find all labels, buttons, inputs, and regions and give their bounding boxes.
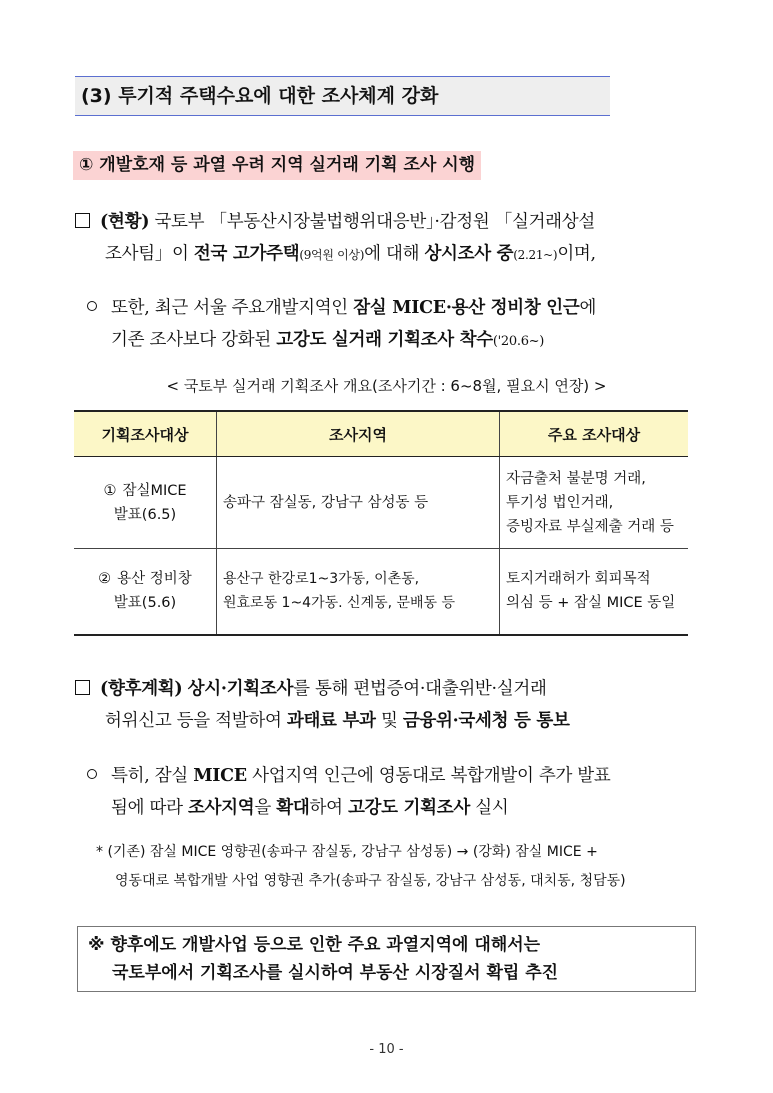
- text-span: 사업지역 인근에 영동대로 복합개발이 추가 발표: [252, 766, 611, 786]
- target-line: 잠실MICE: [122, 482, 187, 499]
- callout-line-2: 국토부에서 기획조사를 실시하여 부동산 시장질서 확립 추진: [112, 963, 559, 983]
- current-sub-line-2: [87, 324, 727, 358]
- text-span: 하여: [309, 798, 343, 818]
- region-line: 용산구 한강로1~3가동, 이촌동,: [223, 571, 420, 588]
- section-heading: (3) 투기적 주택수요에 대한 조사체계 강화: [75, 76, 610, 116]
- emphasis-span: 금융위·국세청 등 통보: [402, 711, 570, 731]
- bullet-circle-icon: [87, 769, 97, 779]
- text-span: 실시: [475, 798, 509, 818]
- region-line: 송파구 잠실동, 강남구 삼성동 등: [223, 494, 429, 511]
- plan-sub-paragraph: [87, 760, 727, 824]
- plan-line-2: [75, 705, 715, 737]
- text-span: 및: [380, 711, 398, 731]
- footnote-line-1: * (기존) 잠실 MICE 영향권(송파구 잠실동, 강남구 삼성동) → (강화) 잠실 MICE +: [96, 844, 598, 860]
- emphasis-span: 상시조사 중: [424, 244, 514, 264]
- table-header-row: [74, 411, 688, 457]
- callout-box: [77, 926, 696, 992]
- emphasis-span: 조사지역: [187, 798, 255, 818]
- current-status-line-1: [75, 206, 715, 238]
- emphasis-span: MICE: [193, 766, 247, 786]
- text-span: 에: [579, 298, 597, 318]
- emphasis-span: 잠실 MICE·용산 정비창 인근: [353, 298, 580, 318]
- row-number: ②: [98, 571, 112, 588]
- text-span: 이며,: [557, 244, 596, 264]
- plan-paragraph: [75, 673, 715, 737]
- target-line: 발표(5.6): [113, 595, 177, 612]
- emphasis-span: 전국 고가주택: [193, 244, 300, 264]
- text-span: 특히, 잠실: [111, 766, 188, 786]
- plan-sub-line-1: [87, 760, 727, 792]
- checkbox-square-icon: [75, 680, 90, 695]
- subsection-heading: ① 개발호재 등 과열 우려 지역 실거래 기획 조사 시행: [73, 151, 481, 180]
- current-status-paragraph: [75, 206, 715, 271]
- focus-line: 증빙자료 부실제출 거래 등: [506, 518, 674, 535]
- current-sub-line-1: [87, 292, 727, 324]
- footnote: [96, 838, 716, 896]
- header-region: 조사지역: [217, 411, 500, 457]
- table-row: [74, 549, 688, 635]
- row-focus-cell: [500, 549, 689, 635]
- text-span: 을: [254, 798, 271, 818]
- text-span: 또한, 최근 서울 주요개발지역인: [111, 298, 348, 318]
- text-span: 기존 조사보다 강화된: [111, 330, 271, 350]
- bullet-circle-icon: [87, 301, 97, 311]
- focus-line: 토지거래허가 회피목적: [506, 571, 651, 588]
- row-focus-cell: [500, 457, 689, 549]
- focus-line: 의심 등 + 잠실 MICE 동일: [506, 595, 676, 612]
- text-span: (9억원 이상): [299, 248, 365, 262]
- region-line: 원효로동 1~4가동. 신계동, 문배동 등: [223, 595, 456, 612]
- emphasis-span: 확대: [276, 798, 310, 818]
- target-line: 발표(6.5): [113, 506, 177, 523]
- header-focus: 주요 조사대상: [500, 411, 689, 457]
- target-line: 용산 정비창: [117, 571, 192, 588]
- text-span: 허위신고 등을 적발하여: [105, 711, 282, 731]
- callout-line-1: ※ 향후에도 개발사업 등으로 인한 주요 과열지역에 대해서는: [88, 935, 541, 955]
- current-status-label: (현황): [100, 212, 150, 232]
- emphasis-span: 고강도 실거래 기획조사 착수: [276, 330, 493, 350]
- row-region-cell: [217, 457, 500, 549]
- row-number: ①: [103, 482, 117, 499]
- footnote-line-2: 영동대로 복합개발 사업 영향권 추가(송파구 잠실동, 강남구 삼성동, 대치동, 청담동): [115, 873, 626, 889]
- header-target: 기획조사대상: [74, 411, 217, 457]
- text-span: 를 통해 편법증여·대출위반·실거래: [293, 679, 547, 699]
- text-span: ('20.6~): [492, 334, 545, 349]
- emphasis-span: 과태료 부과: [286, 711, 376, 731]
- plan-label: (향후계획): [100, 679, 183, 699]
- text-span: (2.21~): [513, 248, 558, 262]
- survey-overview-table: [74, 410, 688, 636]
- text-span: 조사팀」이: [105, 244, 189, 264]
- emphasis-span: 고강도 기획조사: [347, 798, 470, 818]
- current-status-text-1: 국토부 「부동산시장불법행위대응반」·감정원 「실거래상설: [154, 212, 595, 232]
- plan-sub-line-2: [87, 792, 727, 824]
- focus-line: 자금출처 불분명 거래,: [506, 470, 646, 487]
- plan-line-1: [75, 673, 715, 705]
- text-span: 에 대해: [364, 244, 420, 264]
- table-row: [74, 457, 688, 549]
- current-sub-paragraph: [87, 292, 727, 358]
- focus-line: 투기성 법인거래,: [506, 494, 614, 511]
- text-span: 됨에 따라: [111, 798, 183, 818]
- row-region-cell: [217, 549, 500, 635]
- page-number: - 10 -: [369, 1042, 404, 1057]
- emphasis-span: 상시·기획조사: [187, 679, 294, 699]
- table-caption: < 국토부 실거래 기획조사 개요(조사기간 : 6~8월, 필요시 연장) >: [166, 377, 607, 395]
- row-target-cell: [74, 457, 217, 549]
- row-target-cell: [74, 549, 217, 635]
- current-status-line-2: [75, 238, 715, 271]
- checkbox-square-icon: [75, 213, 90, 228]
